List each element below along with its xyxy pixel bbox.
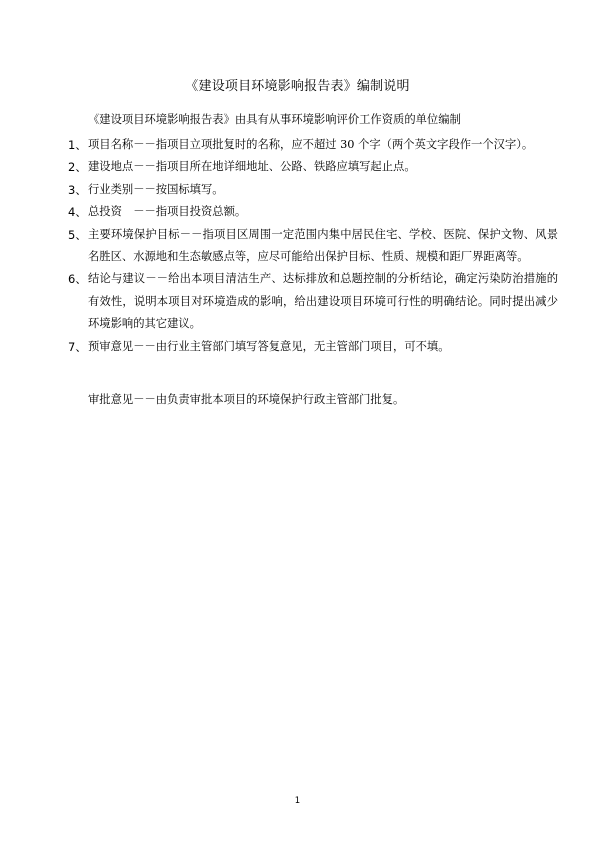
item-text: 结论与建议－－给出本项目清洁生产、达标排放和总题控制的分析结论，确定污染防治措施的有效性，说明本项目对环境造成的影响，给出建设项目环境可行性的明确结论。同时提出减少环境影响的其它建议。 [88, 272, 558, 331]
list-item [68, 134, 558, 156]
document-title: 《建设项目环境影响报告表》编制说明 [185, 79, 410, 94]
item-number: 5、 [68, 227, 87, 242]
page-number: 1 [294, 796, 301, 806]
item-number: 2、 [68, 160, 87, 175]
intro-paragraph: 《建设项目环境影响报告表》由具有从事环境影响评价工作资质的单位编制 [88, 113, 461, 126]
item-text: 主要环境保护目标－－指项目区周围一定范围内集中居民住宅、学校、医院、保护文物、风景名胜区、水源地和生态敏感点等，应尽可能给出保护目标、性质、规模和距厂界距离等。 [88, 227, 558, 264]
list-item [68, 224, 558, 269]
list-item [68, 179, 558, 201]
list-item [68, 268, 558, 335]
approval-note: 审批意见－－由负责审批本项目的环境保护行政主管部门批复。 [88, 393, 405, 406]
item-number: 6、 [68, 272, 87, 287]
item-text: 建设地点－－指项目所在地详细地址、公路、铁路应填写起止点。 [88, 160, 416, 174]
item-text: 总投资 －－指项目投资总额。 [88, 205, 247, 219]
item-text: 项目名称－－指项目立项批复时的名称，应不超过 30 个字（两个英文字段作一个汉字）。 [88, 138, 534, 151]
item-number: 3、 [68, 182, 87, 197]
item-text: 预审意见－－由行业主管部门填写答复意见，无主管部门项目，可不填。 [88, 339, 450, 353]
instruction-list [68, 134, 558, 358]
list-item [68, 156, 558, 178]
item-text: 行业类别－－按国标填写。 [88, 182, 224, 196]
list-item [68, 201, 558, 223]
item-number: 4、 [68, 205, 87, 220]
item-number: 7、 [68, 339, 87, 354]
item-number: 1、 [68, 138, 87, 152]
list-item [68, 336, 558, 358]
